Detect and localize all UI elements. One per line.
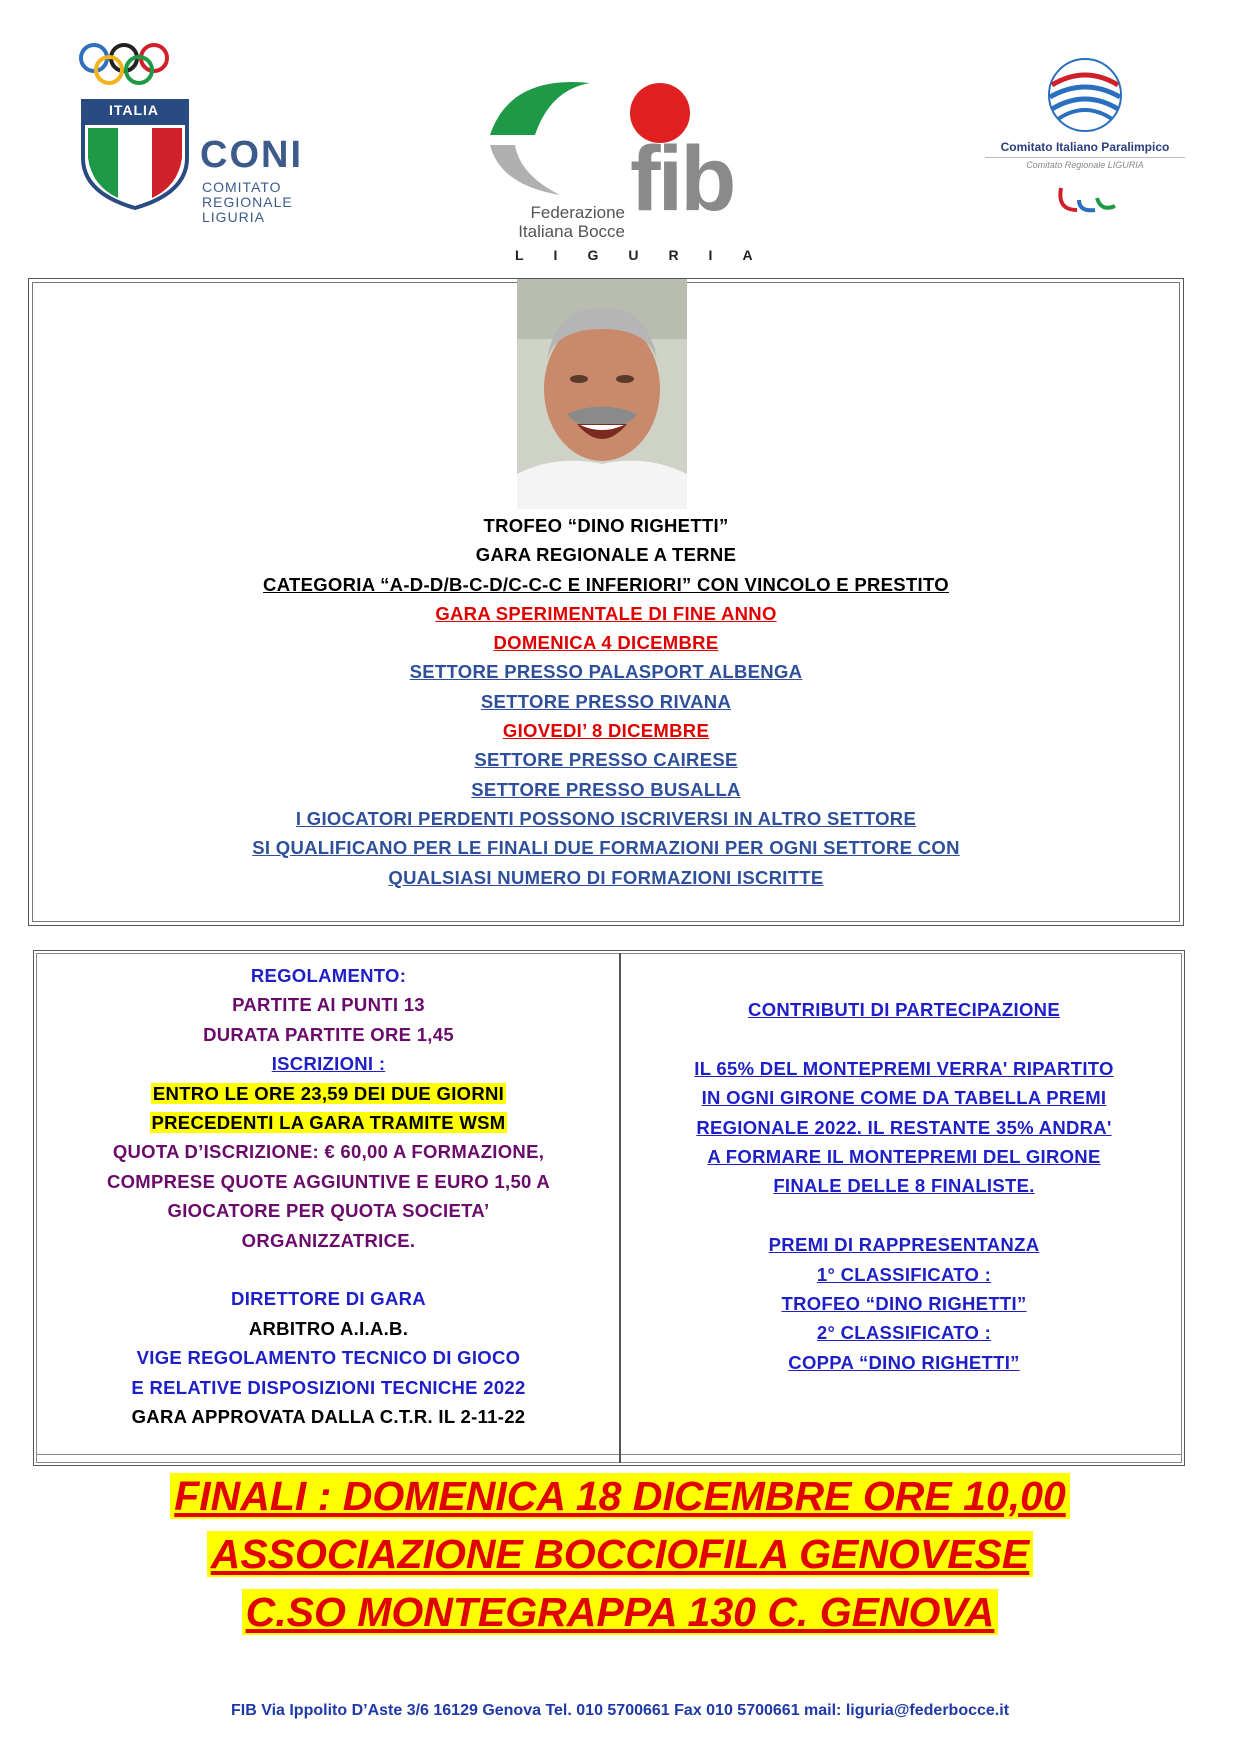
award-first-label: 1° CLASSIFICATO :	[816, 1263, 992, 1285]
awards-heading: PREMI DI RAPPRESENTANZA	[768, 1234, 1040, 1256]
event-category: CATEGORIA “A-D-D/B-C-D/C-C-C E INFERIORI” CON VINCOLO E PRESTITO	[263, 573, 949, 595]
olympic-rings-icon	[74, 42, 204, 87]
rules-technical-2: E RELATIVE DISPOSIZIONI TECNICHE 2022	[131, 1376, 526, 1398]
note-qualification-2: QUALSIASI NUMERO DI FORMAZIONI ISCRITTE	[388, 866, 824, 888]
fee-line-2: COMPRESE QUOTE AGGIUNTIVE E EURO 1,50 A	[106, 1170, 551, 1192]
finals-banner	[0, 1467, 1240, 1641]
coni-shield-text: ITALIA	[108, 102, 160, 118]
rules-technical-1: VIGE REGOLAMENTO TECNICO DI GIOCO	[136, 1347, 521, 1369]
paralympic-agitos-icon	[1057, 180, 1117, 215]
fib-region: LIGURIA	[515, 247, 783, 263]
coni-name: CONI	[200, 134, 303, 176]
coni-logo	[74, 42, 349, 225]
director-heading: DIRETTORE DI GARA	[231, 1288, 426, 1310]
event-type: GARA REGIONALE A TERNE	[475, 544, 737, 566]
regolamento-heading: REGOLAMENTO:	[250, 965, 407, 986]
sector-rivana: SETTORE PRESSO RIVANA	[480, 690, 732, 712]
regolamento-column	[38, 961, 619, 1431]
director-name: ARBITRO A.I.A.B.	[248, 1317, 409, 1339]
rules-table-bottom-line	[36, 1454, 1182, 1455]
finals-venue: ASSOCIAZIONE BOCCIOFILA GENOVESE	[0, 1525, 1240, 1583]
iscrizioni-deadline-2: PRECEDENTI LA GARA TRAMITE WSM	[151, 1112, 506, 1134]
fee-line-3: GIOCATORE PER QUOTA SOCIETA’	[167, 1200, 490, 1222]
prize-split-5: FINALE DELLE 8 FINALISTE.	[773, 1175, 1035, 1197]
rule-points: PARTITE AI PUNTI 13	[232, 994, 425, 1016]
approval-line: GARA APPROVATA DALLA C.T.R. IL 2-11-22	[131, 1406, 526, 1428]
contributi-column	[626, 995, 1182, 1377]
sector-busalla: SETTORE PRESSO BUSALLA	[471, 778, 741, 800]
cip-logo	[985, 55, 1185, 220]
prize-split-1: IL 65% DEL MONTEPREMI VERRA' RIPARTITO	[694, 1057, 1114, 1079]
coni-subtitle: COMITATO REGIONALE LIGURIA	[202, 179, 293, 225]
prize-split-2: IN OGNI GIRONE COME DA TABELLA PREMI	[701, 1087, 1107, 1109]
award-second-label: 2° CLASSIFICATO :	[816, 1322, 992, 1344]
sector-cairese: SETTORE PRESSO CAIRESE	[474, 749, 738, 771]
cip-subtitle: Comitato Regionale LIGURIA	[985, 157, 1185, 170]
footer-contact: FIB Via Ippolito D’Aste 3/6 16129 Genova Tel. 010 5700661 Fax 010 5700661 mail: liguria@federbocce.it	[230, 1702, 1010, 1719]
event-title: TROFEO “DINO RIGHETTI”	[483, 515, 729, 536]
cip-globe-icon	[1040, 55, 1130, 135]
fib-federation: Federazione Italiana Bocce	[518, 203, 625, 241]
fib-logo	[480, 75, 783, 265]
event-details	[29, 511, 1183, 892]
award-second-prize: COPPA “DINO RIGHETTI”	[788, 1351, 1020, 1373]
event-subtitle: GARA SPERIMENTALE DI FINE ANNO	[435, 602, 777, 624]
finals-date: FINALI : DOMENICA 18 DICEMBRE ORE 10,00	[0, 1467, 1240, 1525]
fib-name: fib	[630, 128, 734, 230]
event-date-1: DOMENICA 4 DICEMBRE	[493, 632, 719, 654]
portrait-photo	[517, 279, 687, 509]
spacer	[626, 1201, 1182, 1230]
rule-duration: DURATA PARTITE ORE 1,45	[203, 1023, 454, 1045]
column-divider	[619, 953, 621, 1463]
event-date-2: GIOVEDI’ 8 DICEMBRE	[502, 720, 710, 742]
sector-palasport-albenga: SETTORE PRESSO PALASPORT ALBENGA	[409, 661, 803, 683]
award-first-prize: TROFEO “DINO RIGHETTI”	[781, 1293, 1027, 1315]
fee-line-4: ORGANIZZATRICE.	[241, 1229, 416, 1251]
note-losing-players: I GIOCATORI PERDENTI POSSONO ISCRIVERSI IN ALTRO SETTORE	[295, 807, 917, 829]
prize-split-4: A FORMARE IL MONTEPREMI DEL GIRONE	[707, 1146, 1101, 1168]
cip-name: Comitato Italiano Paralimpico	[1000, 140, 1170, 154]
iscrizioni-deadline-1: ENTRO LE ORE 23,59 DEI DUE GIORNI	[152, 1082, 505, 1104]
finals-address: C.SO MONTEGRAPPA 130 C. GENOVA	[0, 1583, 1240, 1641]
spacer	[626, 1024, 1182, 1053]
rules-table	[33, 950, 1185, 1466]
event-box	[28, 278, 1184, 926]
iscrizioni-heading: ISCRIZIONI :	[271, 1053, 386, 1075]
fee-line-1: QUOTA D’ISCRIZIONE: € 60,00 A FORMAZIONE,	[112, 1141, 545, 1163]
contributi-heading: CONTRIBUTI DI PARTECIPAZIONE	[748, 999, 1060, 1020]
spacer	[38, 1255, 619, 1284]
note-qualification-1: SI QUALIFICANO PER LE FINALI DUE FORMAZIONI PER OGNI SETTORE CON	[252, 837, 960, 859]
prize-split-3: REGIONALE 2022. IL RESTANTE 35% ANDRA'	[696, 1116, 1112, 1138]
